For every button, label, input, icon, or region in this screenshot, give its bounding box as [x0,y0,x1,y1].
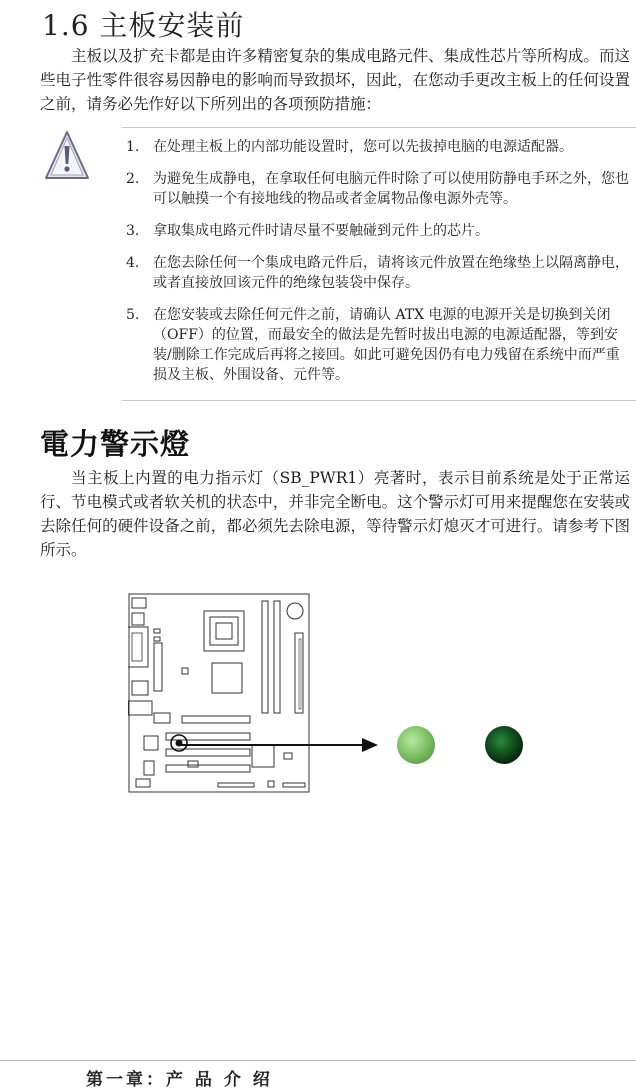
warning-item [126,253,632,293]
warning-item-number: 2. [126,171,140,187]
led-on-icon [397,726,435,764]
motherboard-diagram [128,593,310,793]
led-heading: 電力警示燈 [40,427,191,461]
warning-item-text: 为避免生成静电，在拿取任何电脑元件时除了可以使用防静电手环之外，您也可以触摸一个有接地线的物品或者金属物品像电源外壳等。 [153,171,629,207]
warning-item-text: 在您安装或去除任何元件之前，请确认 ATX 电源的电源开关是切换到关闭（OFF）的位置，而最安全的做法是先暂时拔出电源的电源适配器，等到安装/删除工作完成后再将之接回。如此可避免因仍有电力残留在系统中而严重损及主板、外围设备、元件等。 [153,307,620,383]
warning-item-number: 1. [126,139,140,155]
warning-item [126,169,632,209]
led-off-icon [485,726,523,764]
warning-item-number: 3. [126,223,140,239]
section-title: 1.6 主板安装前 [42,9,245,42]
intro-paragraph: 主板以及扩充卡都是由许多精密复杂的集成电路元件、集成性芯片等所构成。而这些电子性零件很容易因静电的影响而导致损坏，因此，在您动手更改主板上的任何设置之前，请务必先作好以下所列出的各项预防措施： [40,47,630,113]
warning-item-text: 在处理主板上的内部功能设置时，您可以先拔掉电脑的电源适配器。 [153,139,573,155]
warning-item [126,305,632,385]
footer-chapter: 第一章：产 品 介 绍 [86,1070,273,1090]
warning-item-number: 4. [126,255,140,271]
warning-item [126,221,632,241]
warning-item-number: 5. [126,307,140,323]
pointer-arrow [180,733,380,757]
led-paragraph: 当主板上内置的电力指示灯（SB_PWR1）亮著时，表示目前系统是处于正常运行、节电模式或者软关机的状态中，并非完全断电。这个警示灯可用来提醒您在安装或去除任何的硬件设备之前，都必须先去除电源，等待警示灯熄灭才可进行。请参考下图所示。 [40,469,630,559]
warning-item [126,137,632,157]
warning-list [126,137,632,397]
footer-divider [0,1060,636,1061]
warning-item-text: 拿取集成电路元件时请尽量不要触碰到元件上的芯片。 [153,223,489,239]
warning-item-text: 在您去除任何一个集成电路元件后，请将该元件放置在绝缘垫上以隔离静电，或者直接放回该元件的绝缘包装袋中保存。 [153,255,629,291]
warning-triangle-icon [44,130,90,182]
